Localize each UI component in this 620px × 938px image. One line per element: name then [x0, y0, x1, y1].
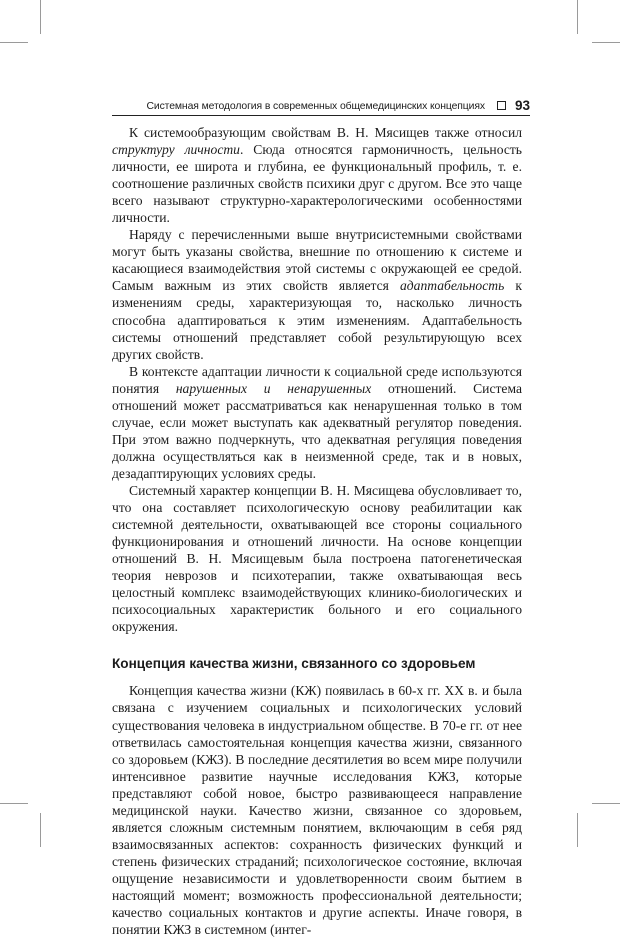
- page-body: [112, 124, 522, 938]
- running-title: Системная методология в современных общемедицинских концепциях: [146, 101, 485, 112]
- crop-mark: [592, 42, 620, 43]
- paragraph: Наряду с перечисленными выше внутрисистемными свойствами могут быть указаны свойства, внешние по отношению к системе и касающиеся взаимодействия этой системы с окружающей ее средой. Самым важным из этих свойств является адаптабельность к изменениям среды, характеризующая то, насколько личность способна адаптироваться к этим изменениям. Адаптабельность системы отношений представляет собой результирующую всех других свойств.: [112, 227, 522, 362]
- crop-mark: [577, 0, 578, 34]
- crop-mark: [40, 0, 41, 34]
- crop-mark: [592, 803, 620, 804]
- crop-mark: [40, 813, 41, 847]
- crop-mark: [577, 813, 578, 847]
- paragraph: Концепция качества жизни (КЖ) появилась в 60-х гг. XX в. и была связана с изучением социальных и психологических условий существования человека в индустриальном обществе. В 70-е гг. от нее ответвилась самостоятельная концепция качества жизни, связанного со здоровьем (КЖЗ). В последние десятилетия во всем мире получили интенсивное развитие научные исследования КЖЗ, которые представляют собой новое, быстро развивающееся направление медицинской науки. Качество жизни, связанное со здоровьем, является сложным системным понятием, включающим в себя ряд взаимосвязанных аспектов: сохранность физических функций и степень физических страданий; психологическое состояние, включая ощущение независимости и удовлетворенности своим бытием в настоящий момент; возможность профессиональной деятельности; качество социальных контактов и другие аспекты. Иначе говоря, в понятии КЖЗ в системном (интег-: [112, 683, 522, 938]
- crop-mark: [0, 803, 28, 804]
- paragraph: В контексте адаптации личности к социальной среде используются понятия нарушенных и ненарушенных отношений. Система отношений может рассматриваться как ненарушенная только в том случае, если может выступать как адекватный регулятор поведения. При этом важно подчеркнуть, что адекватная регуляция поведения должна осуществляться как в неизменной среде, так и в новых, дезадаптирующих условиях среды.: [112, 363, 522, 481]
- section-heading: Концепция качества жизни, связанного со здоровьем: [112, 656, 476, 672]
- paragraph: К системообразующим свойствам В. Н. Мясищев также относил структуру личности. Сюда относятся гармоничность, цельность личности, ее широта и глубина, ее функциональный профиль, т. е. соотношение различных свойств психики друг с другом. Все это чаще всего называют структурно-характерологическими особенностями личности.: [112, 125, 522, 226]
- square-box-icon: [497, 101, 506, 110]
- page-number: 93: [514, 98, 530, 113]
- paragraph: Системный характер концепции В. Н. Мясищева обусловливает то, что она составляет психологическую основу реабилитации как системной деятельности, охватывающей все стороны социального функционирования и отношений личности. На основе концепции отношений В. Н. Мясищевым была построена патогенетическая теория неврозов и психотерапии, также охватывающая весь целостный комплекс взаимодействующих клинико-биологических и психосоциальных характеристик больного и его социального окружения.: [112, 482, 522, 635]
- running-header: [112, 93, 530, 116]
- crop-mark: [0, 42, 28, 43]
